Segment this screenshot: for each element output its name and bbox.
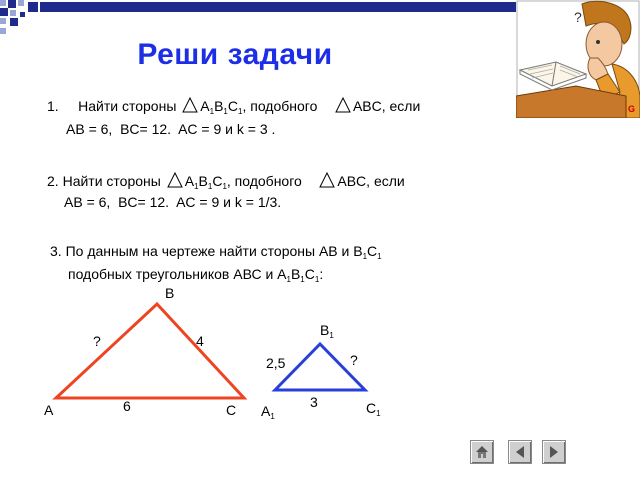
big-vertex-c: C [226, 402, 237, 418]
punctuation: : [319, 266, 324, 282]
problem-1-text-mid: , подобного [242, 98, 318, 114]
problem-2-number: 2. [47, 173, 59, 189]
big-side-bc: 4 [196, 333, 204, 349]
back-button[interactable] [508, 440, 532, 464]
forward-arrow-icon [546, 444, 562, 460]
small-side-bc: ? [350, 352, 358, 368]
home-icon [474, 444, 490, 460]
big-side-ab: ? [93, 333, 101, 349]
problem-1-line-2: AB = 6, BC= 12. AC = 9 и k = 3 . [66, 121, 276, 137]
big-triangle [56, 304, 244, 398]
slide-title: Реши задачи [137, 38, 333, 71]
forward-button[interactable] [542, 440, 566, 464]
letter: A [261, 403, 271, 419]
subscript: 1 [286, 275, 291, 284]
svg-text:G: G [628, 104, 636, 114]
subscript: 1 [270, 412, 275, 421]
subscript: 1 [329, 331, 334, 340]
letter: B [320, 322, 330, 338]
letter: В [290, 266, 301, 282]
problem-2-line-2: AB = 6, BC= 12. AC = 9 и k = 1/3. [64, 194, 282, 210]
problem-3-text-3: подобных треугольников АВС и А [68, 266, 287, 282]
letter: C [366, 400, 377, 416]
small-vertex-c [366, 400, 381, 416]
problem-2-line-1: 2. Найти стороны $A_1B_1C_1$, подобного ABC, если [47, 173, 405, 191]
home-button[interactable] [470, 440, 494, 464]
problem-3-text-1: По данным на чертеже найти стороны АВ и В [65, 243, 363, 259]
problem-1-line-1: 1. Найти стороны $A_1B_1C_1$, подобного ABC, если [47, 98, 421, 116]
problem-1-text-after: , если [381, 98, 421, 114]
big-vertex-b: B [165, 285, 175, 301]
small-side-ab: 2,5 [266, 355, 286, 371]
back-arrow-icon [512, 444, 528, 460]
subscript: 1 [300, 275, 305, 284]
problem-3-number: 3. [50, 243, 62, 259]
subscript: 1 [377, 252, 382, 261]
problem-2-text-after: , если [366, 173, 405, 189]
problem-2-text-before: Найти стороны [62, 173, 161, 189]
svg-text:?: ? [574, 9, 582, 25]
small-vertex-a [261, 403, 275, 419]
problem-3-text-2: С [367, 243, 378, 259]
subscript: 1 [314, 275, 320, 284]
subscript: 1 [362, 252, 368, 261]
small-vertex-b [320, 322, 334, 338]
big-vertex-a: A [44, 402, 54, 418]
problem-1-text-before: Найти стороны [78, 98, 177, 114]
problem-1-number: 1. [47, 98, 59, 114]
letter: С [304, 266, 315, 282]
subscript: 1 [376, 409, 381, 418]
problem-2-text-mid: , подобного [226, 173, 302, 189]
small-side-ac: 3 [310, 394, 318, 410]
big-side-ac: 6 [123, 398, 131, 414]
